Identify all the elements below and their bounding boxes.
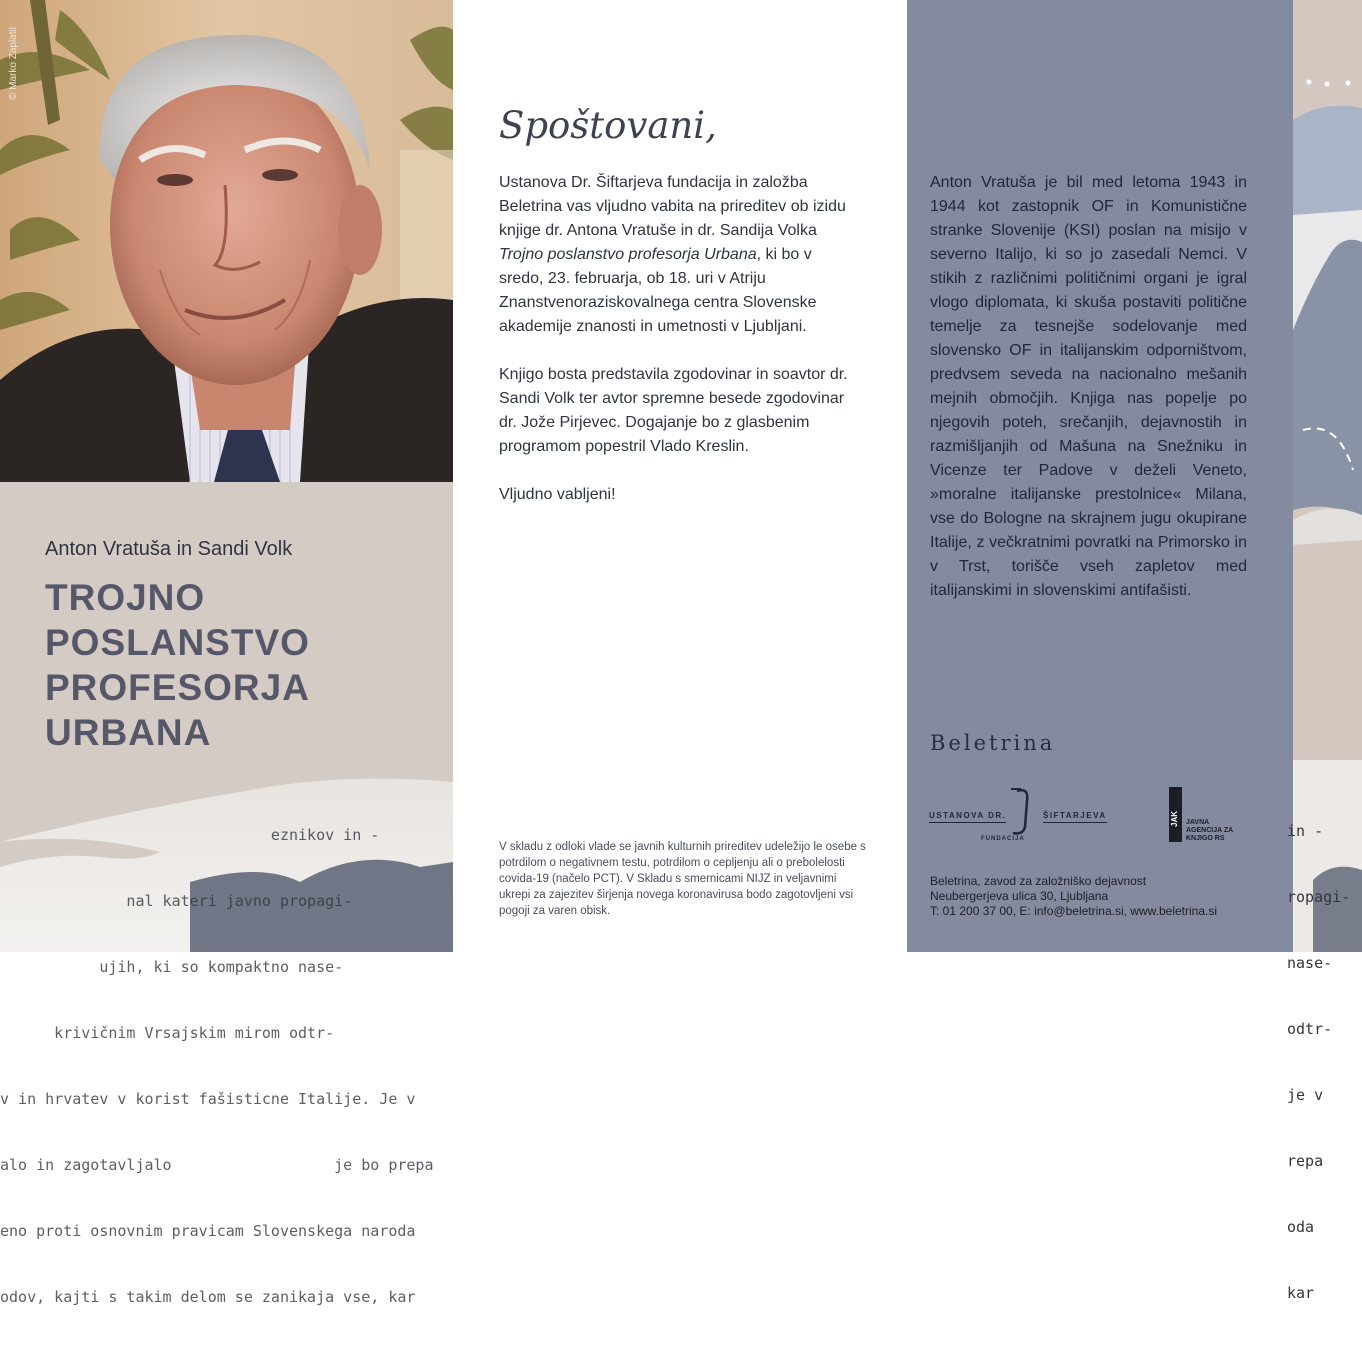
- siftar-foundation-logo: USTANOVA DR. ŠIFTARJEVA FUNDACIJA: [929, 787, 1115, 847]
- beletrina-logo: Beletrina: [930, 731, 1056, 755]
- book-title-inline: Trojno poslanstvo profesorja Urbana: [499, 246, 757, 263]
- about-panel: [907, 0, 1293, 952]
- decorative-strip: [1287, 0, 1362, 1302]
- author-portrait: [0, 0, 453, 482]
- typewriter-text: eznikov in - nal kateri javno propagi- ujih, ki so kompaktno nase- krivičnim Vrsajskim mirom odtr- v in hrvatev v korist fašisticne Italije. Je v alo in zagotavljalo je bo prepa eno proti osnovnim pravicam Slovenskega naroda odov, kajti s takim delom se zanikaja vse, kar: [0, 826, 434, 1306]
- closing-line: Vljudno vabljeni!: [499, 486, 616, 503]
- publisher-phone-email: T: 01 200 37 00, E: info@beletrina.si, www.beletrina.si: [930, 904, 1218, 918]
- book-authors: Anton Vratuša in Sandi Volk: [45, 538, 293, 560]
- publisher-name: Beletrina, zavod za založniško dejavnost: [930, 874, 1147, 888]
- photo-credit: © Marko Zaplatil: [8, 27, 19, 100]
- invitation-panel: [453, 0, 907, 952]
- typewriter-text: in - ropagi- nase- odtr- je v repa oda kar: [1287, 822, 1351, 1302]
- jak-logo: JAK JAVNA AGENCIJA ZA KNJIGO RS: [1169, 787, 1249, 843]
- book-description: Anton Vratuša je bil med letoma 1943 in 1944 kot zastopnik OF in Komunistične stranke Slovenije (KSI) poslan na misijo v severno Italijo, ki so jo zasedali Nemci. V stikih z različnimi političnimi organi je igral vlogo diplomata, ki skuša postaviti politične temelje za tesnejše sodelovanje med slovensko OF in italijanskim odporništvom, predvsem seveda na nacionalno mešanih mejnih območjih. Knjiga nas popelje po njegovih poteh, srečanjih, dejavnostih in razmišljanjih od Mašuna na Snežniku in Vicenze ter Padove v deželi Veneto, »moralne italijanske prestolnice« Milana, vse do Bologne na skrajnem jugu okupirane Italije, z večkratnimi povratki na Primorsko in v Trst, torišče vseh zapletov med italijanskimi in slovenskimi antifašisti.: [930, 174, 1247, 599]
- book-title: [45, 575, 310, 755]
- covid-notice: V skladu z odloki vlade se javnih kulturnih prireditev udeležijo le osebe s potrdilom o negativnem testu, potrdilom o cepljenju ali o prebolelosti covida-19 (načelo PCT). V Skladu s smernicami NIJZ in veljavnimi ukrepi za zajezitev širjenja novega koronavirusa bodo zagotovljeni vsi pogoji za varen obisk.: [499, 841, 866, 917]
- book-title-line: URBANA: [45, 712, 212, 753]
- book-title-line: PROFESORJA: [45, 667, 310, 708]
- presenters-paragraph: Knjigo bosta predstavila zgodovinar in soavtor dr. Sandi Volk ter avtor spremne besede zgodovinar dr. Jože Pirjevec. Dogajanje bo z glasbenim programom popestril Vlado Kreslin.: [499, 366, 848, 455]
- publisher-address: Neubergerjeva ulica 30, Ljubljana: [930, 889, 1109, 903]
- book-title-line: TROJNO: [45, 577, 206, 618]
- salutation: Spoštovani,: [499, 104, 717, 147]
- invitation-paragraph: Ustanova Dr. Šiftarjeva fundacija in založba Beletrina vas vljudno vabita na prireditev ob izidu knjige dr. Antona Vratuše in dr. Sandija Volka Trojno poslanstvo profesorja Urbana, ki bo v sredo, 23. februarja, ob 18. uri v Atriju Znanstvenoraziskovalnega centra Slovenske akademije znanosti in umetnosti v Ljubljani.: [499, 174, 846, 335]
- foundation-mark-icon: [1007, 787, 1037, 837]
- typewriter-collage: [0, 772, 453, 1306]
- cover-panel: [0, 0, 453, 1306]
- publisher-contact: [930, 874, 1217, 919]
- book-title-line: POSLANSTVO: [45, 622, 310, 663]
